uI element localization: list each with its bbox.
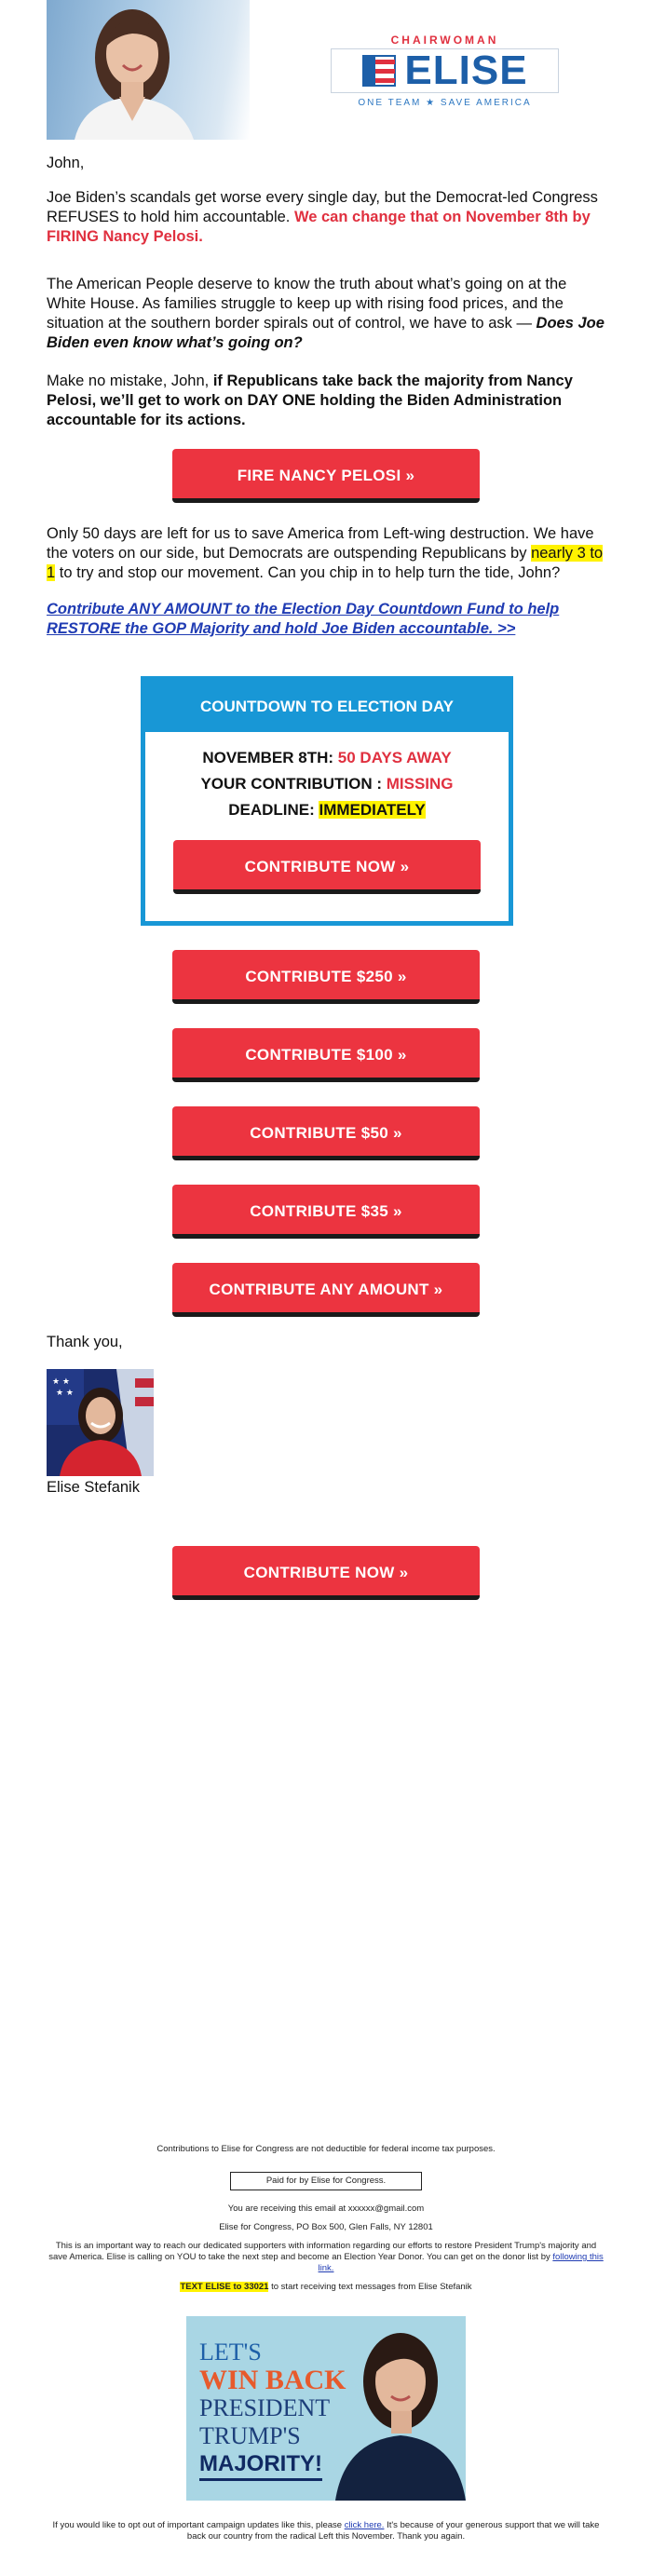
- donor-list-link[interactable]: following this link.: [318, 2252, 604, 2273]
- countdown-box: [141, 676, 513, 926]
- contribute-now-button[interactable]: CONTRIBUTE NOW »: [173, 840, 481, 894]
- countdown-deadline-line: [145, 801, 509, 820]
- logo-name: ELISE: [404, 47, 528, 93]
- logo-wordmark: [331, 48, 559, 93]
- email-body-continued: [47, 524, 605, 654]
- countdown-contribution-line: [145, 775, 509, 793]
- optout-text-start: If you would like to opt out of important campaign updates like this, please: [52, 2520, 345, 2530]
- promo-banner[interactable]: [186, 2316, 466, 2501]
- countdown-deadline-value: IMMEDIATELY: [319, 801, 426, 819]
- paragraph-scandals: [47, 188, 605, 247]
- paragraph-majority-bold: if Republicans take back the majority from Nancy Pelosi, we’ll get to work on DAY ONE holding the Biden Administration accountable for its actions.: [47, 373, 573, 428]
- contribute-250-button[interactable]: CONTRIBUTE $250 »: [172, 950, 480, 1004]
- signoff: Thank you,: [47, 1334, 123, 1350]
- optout-link[interactable]: click here.: [344, 2520, 385, 2530]
- donor-note: [47, 2241, 605, 2274]
- outspending-highlight: nearly 3 to 1: [47, 545, 604, 581]
- paragraph-truth-text: The American People deserve to know the truth about what’s going on at the White House. As families struggle to keep up with rising food prices, and the situation at the southern border spirals out of control, we have to ask —: [47, 276, 567, 332]
- paid-for-box: Paid for by Elise for Congress.: [230, 2172, 422, 2190]
- contribute-50-button[interactable]: CONTRIBUTE $50 »: [172, 1106, 480, 1160]
- mailing-address: Elise for Congress, PO Box 500, Glen Falls, NY 12801: [219, 2222, 433, 2232]
- greeting: John,: [47, 155, 85, 171]
- lead-link-wrap: [47, 600, 605, 639]
- banner-line-3: PRESIDENT: [199, 2394, 331, 2421]
- tax-disclaimer: Contributions to Elise for Congress are not deductible for federal income tax purposes.: [156, 2144, 496, 2154]
- countdown-date-label: NOVEMBER 8TH:: [202, 749, 338, 766]
- banner-text: [199, 2339, 346, 2481]
- banner-line-2: WIN BACK: [199, 2365, 346, 2395]
- email-header: [47, 0, 605, 140]
- email-footer: [47, 2144, 605, 2300]
- countdown-title: COUNTDOWN TO ELECTION DAY: [145, 681, 509, 732]
- paragraph-truth: [47, 275, 605, 353]
- receiving-email-note: You are receiving this email at xxxxxx@gmail.com: [227, 2203, 425, 2214]
- contribute-any-amount-link[interactable]: Contribute ANY AMOUNT to the Election Day Countdown Fund to help RESTORE the GOP Majority and hold Joe Biden accountable. >>: [47, 601, 560, 637]
- contribute-100-button[interactable]: CONTRIBUTE $100 »: [172, 1028, 480, 1082]
- paragraph-days-left: [47, 524, 605, 583]
- paragraph-scandals-text: Joe Biden’s scandals get worse every single day, but the Democrat-led Congress REFUSES to hold him accountable.: [47, 189, 598, 225]
- countdown-date-value: 50 DAYS AWAY: [337, 749, 452, 766]
- svg-text:★ ★: ★ ★: [56, 1389, 74, 1398]
- email-body: [47, 154, 605, 445]
- paragraph-days-left-text: Only 50 days are left for us to save America from Left-wing destruction. We have the voters on our side, but Democrats are outspending Republicans by: [47, 525, 594, 562]
- paragraph-truth-question: Does Joe Biden even know what’s going on?: [47, 315, 604, 351]
- banner-line-4: TRUMP'S: [199, 2422, 301, 2449]
- contribute-35-button[interactable]: CONTRIBUTE $35 »: [172, 1185, 480, 1239]
- text-signup: [47, 2282, 605, 2293]
- signature-name: Elise Stefanik: [47, 1479, 140, 1496]
- banner-portrait: [326, 2316, 466, 2501]
- countdown-contribution-value: MISSING: [386, 775, 454, 793]
- countdown-contribution-label: YOUR CONTRIBUTION :: [200, 775, 387, 793]
- optout-text-end: It's because of your generous support that we will take back our country from the radical Left this November. Thank you again.: [186, 2520, 600, 2542]
- logo-chairwoman-text: CHAIRWOMAN: [390, 34, 499, 47]
- paragraph-majority-text: Make no mistake, John,: [47, 373, 213, 389]
- donor-note-text: This is an important way to reach our dedicated supporters with information regarding our efforts to restore President Trump's majority and save America. Elise is calling on YOU to take the next step and become an Election Year Donor. You can get on the donor list by: [48, 2241, 597, 2262]
- text-signup-rest: to start receiving text messages from Elise Stefanik: [268, 2282, 472, 2292]
- contribute-now-bottom-button[interactable]: CONTRIBUTE NOW »: [172, 1546, 480, 1600]
- signature-photo: [47, 1369, 154, 1476]
- countdown-deadline-label: DEADLINE:: [228, 801, 319, 819]
- banner-line-5: MAJORITY!: [199, 2450, 322, 2481]
- flag-mark-icon: [361, 54, 397, 88]
- paragraph-majority: [47, 372, 605, 430]
- campaign-logo: [331, 34, 559, 112]
- contribute-any-amount-button[interactable]: CONTRIBUTE ANY AMOUNT »: [172, 1263, 480, 1317]
- paragraph-scandals-callout: We can change that on November 8th by FIRING Nancy Pelosi.: [47, 209, 591, 245]
- logo-tagline: ONE TEAM ★ SAVE AMERICA: [358, 98, 532, 108]
- hero-portrait-image: [47, 0, 250, 140]
- optout-note: [47, 2520, 605, 2542]
- text-signup-keyword: TEXT ELISE to 33021: [180, 2282, 269, 2292]
- paragraph-days-left-end: to try and stop our movement. Can you chip in to help turn the tide, John?: [55, 564, 561, 581]
- countdown-date-line: [145, 749, 509, 767]
- banner-line-1: LET'S: [199, 2339, 262, 2366]
- fire-pelosi-button[interactable]: FIRE NANCY PELOSI »: [172, 449, 480, 503]
- svg-text:★ ★: ★ ★: [52, 1377, 70, 1387]
